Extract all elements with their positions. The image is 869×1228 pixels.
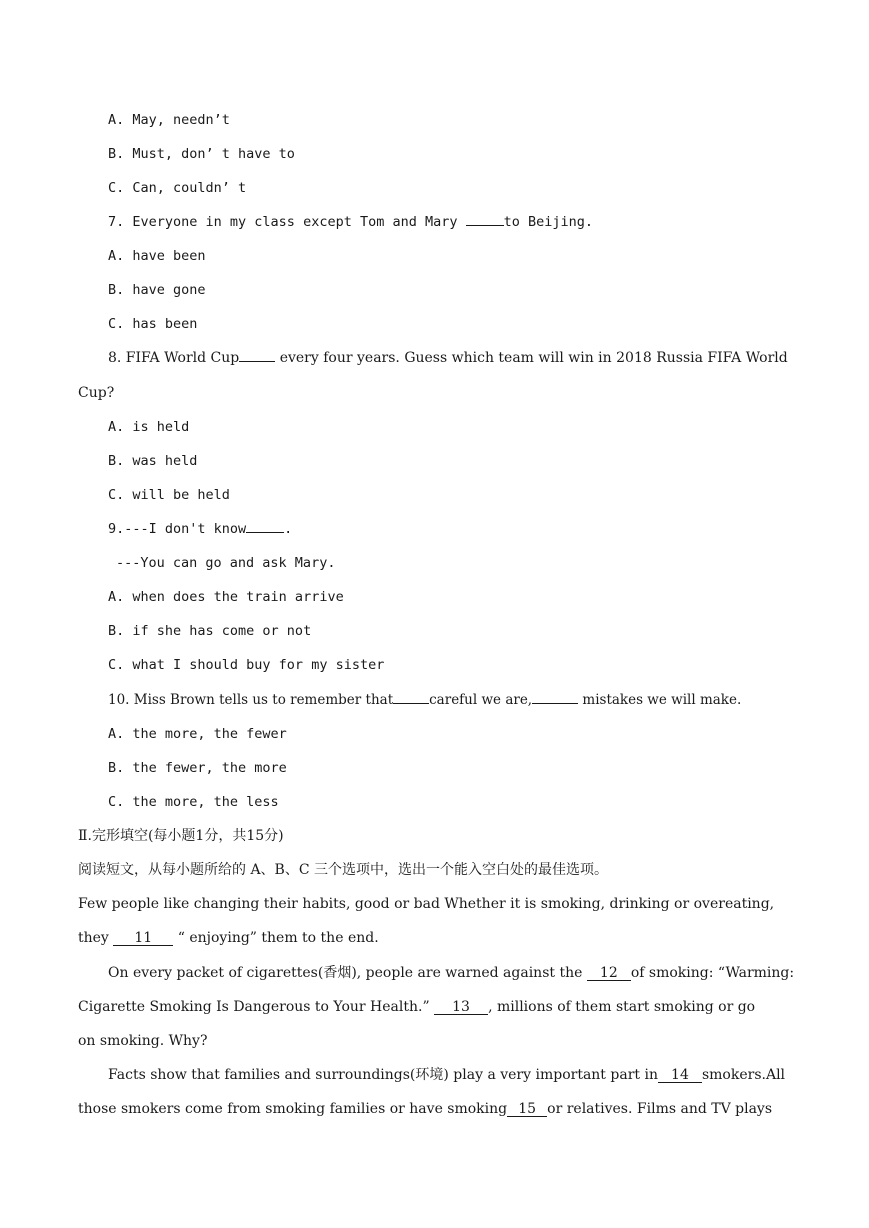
q10-stem-mid: careful we are,: [429, 692, 533, 708]
passage-p3-line2: [78, 1100, 772, 1118]
passage-p2-line3: on smoking. Why?: [78, 1033, 208, 1049]
answer-blank: [393, 703, 429, 704]
q10-stem-text: 10. Miss Brown tells us to remember that: [108, 692, 394, 708]
passage-p1-line1: Few people like changing their habits, good or bad Whether it is smoking, drinking or overeating,: [78, 896, 775, 912]
passage-p1-line2: [78, 929, 379, 947]
passage-text: or relatives. Films and TV plays: [547, 1101, 773, 1117]
q6-option-a: A. May, needn’t: [108, 112, 230, 128]
q6-option-c: C. Can, couldn’ t: [108, 180, 247, 196]
passage-text: “ enjoying” them to the end.: [177, 930, 379, 946]
q8-stem-continued: Cup?: [78, 385, 115, 401]
passage-text: Facts show that families and surroundings(环境) play a very important part in: [108, 1067, 658, 1083]
q7-stem-text: 7. Everyone in my class except Tom and Mary: [108, 214, 466, 230]
passage-text: smokers.All: [701, 1067, 786, 1083]
q8-stem-end: every four years. Guess which team will win in 2018 Russia FIFA World: [275, 350, 788, 366]
q7-option-b: B. have gone: [108, 282, 206, 298]
passage-p3-line1: [108, 1066, 785, 1084]
q8-option-b: B. was held: [108, 453, 198, 469]
answer-blank: [246, 532, 284, 533]
passage-p2-line1: [108, 964, 794, 982]
q8-stem-text: 8. FIFA World Cup: [108, 350, 240, 366]
section-heading: Ⅱ.完形填空(每小题1分，共15分): [78, 828, 284, 844]
passage-p2-line2: [78, 998, 755, 1016]
q8-option-a: A. is held: [108, 419, 190, 435]
q8-stem: [108, 349, 788, 367]
q9-reply: ---You can go and ask Mary.: [116, 555, 336, 571]
q10-option-c: C. the more, the less: [108, 794, 279, 810]
passage-text: of smoking: “Warming:: [630, 965, 795, 981]
passage-text: , millions of them start smoking or go: [488, 999, 756, 1015]
q9-option-c: C. what I should buy for my sister: [108, 657, 385, 673]
q7-option-a: A. have been: [108, 248, 206, 264]
q7-stem-end: to Beijing.: [503, 214, 594, 230]
q10-stem: [108, 691, 741, 709]
q10-option-b: B. the fewer, the more: [108, 760, 287, 776]
q9-stem-end: .: [284, 521, 293, 537]
q8-option-c: C. will be held: [108, 487, 230, 503]
passage-text: On every packet of cigarettes(香烟), people are warned against the: [108, 965, 587, 981]
passage-text: they: [78, 930, 114, 946]
q9-option-b: B. if she has come or not: [108, 623, 312, 639]
answer-blank: [532, 703, 578, 704]
cloze-blank-15: 15: [507, 1102, 547, 1117]
answer-blank: [239, 361, 275, 362]
q9-stem-text: 9.---I don't know: [108, 521, 247, 537]
q10-stem-end: mistakes we will make.: [578, 692, 742, 708]
passage-text: Cigarette Smoking Is Dangerous to Your Health.”: [78, 999, 435, 1015]
q10-option-a: A. the more, the fewer: [108, 726, 287, 742]
section-instruction: 阅读短文，从每小题所给的 A、B、C 三个选项中，选出一个能入空白处的最佳选项。: [78, 862, 609, 878]
q7-option-c: C. has been: [108, 316, 198, 332]
q7-stem: [108, 213, 593, 231]
q6-option-b: B. Must, don’ t have to: [108, 146, 295, 162]
cloze-blank-12: 12: [587, 966, 631, 981]
q9-stem: [108, 520, 292, 538]
cloze-blank-11: 11: [113, 931, 173, 946]
cloze-blank-14: 14: [658, 1068, 702, 1083]
answer-blank: [466, 225, 504, 226]
passage-text: those smokers come from smoking families or have smoking: [78, 1101, 508, 1117]
q9-option-a: A. when does the train arrive: [108, 589, 344, 605]
cloze-blank-13: 13: [434, 1000, 488, 1015]
